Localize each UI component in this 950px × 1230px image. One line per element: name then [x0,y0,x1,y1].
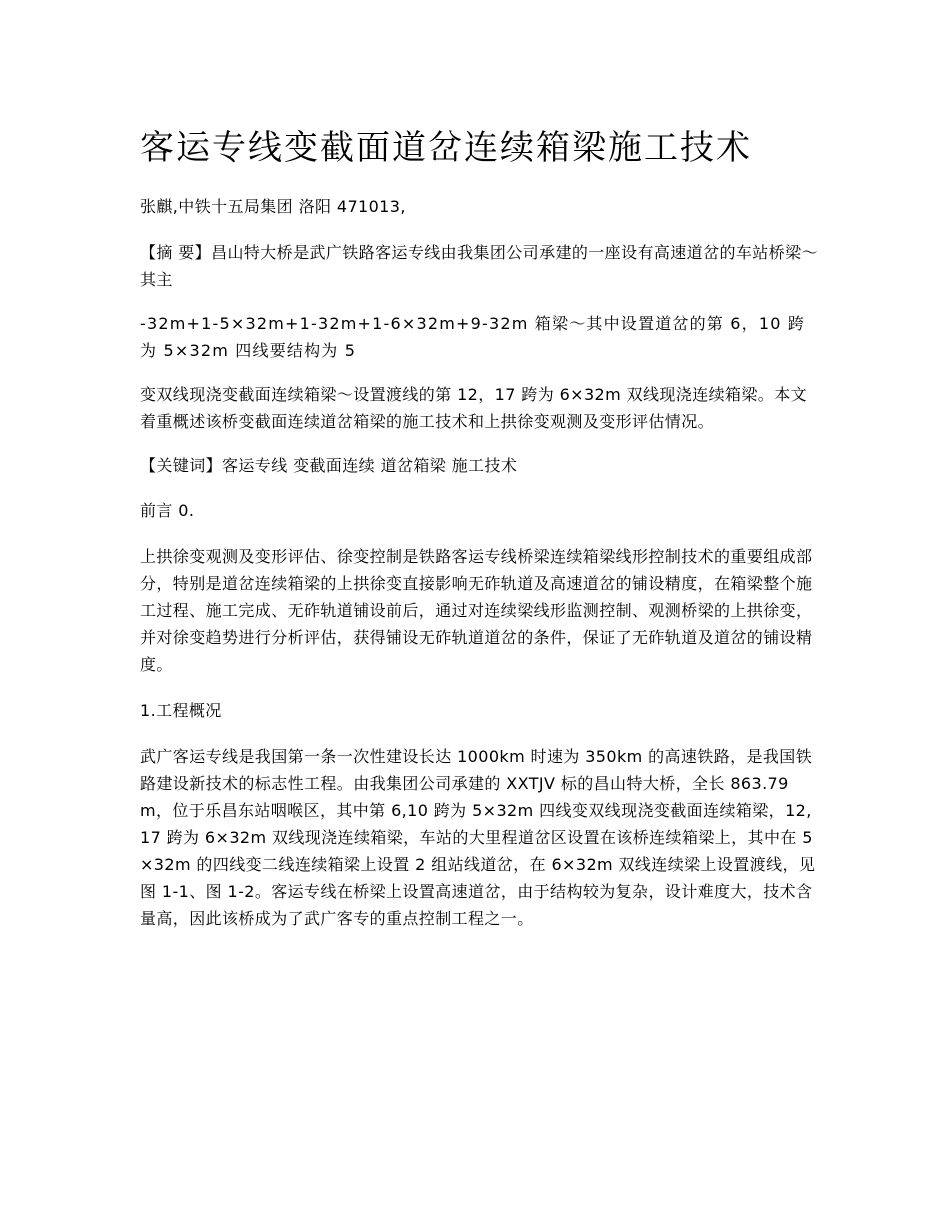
abstract-paragraph: 【摘 要】昌山特大桥是武广铁路客运专线由我集团公司承建的一座设有高速道岔的车站桥梁～其主 [140,243,818,289]
abstract-structure-formula: -32m+1-5×32m+1-32m+1-6×32m+9-32m 箱梁～其中设置道岔的第 6，10 跨为 5×32m 四线要结构为 5 [140,314,806,360]
keywords-line: 【关键词】客运专线 变截面连续 道岔箱梁 施工技术 [140,456,518,475]
document-title: 客运专线变截面道岔连续箱梁施工技术 [140,128,752,168]
section-heading-project-overview: 1.工程概况 [140,701,222,720]
project-overview-paragraph: 武广客运专线是我国第一条一次性建设长达 1000km 时速为 350km 的高速铁路，是我国铁路建设新技术的标志性工程。由我集团公司承建的 XXTJV 标的昌山特大桥，全长 863.79m，位于乐昌东站咽喉区，其中第 6,10 跨为 5×32m 四线变双线现浇变截面连续箱梁，12,17 跨为 6×32m 双线现浇连续箱梁，车站的大里程道岔区设置在该桥连续箱梁上，其中在 5×32m 的四线变二线连续箱梁上设置 2 组站线道岔，在 6×32m 双线连续梁上设置渡线，见图 1-1、图 1-2。客运专线在桥梁上设置高速道岔，由于结构较为复杂，设计难度大，技术含量高，因此该桥成为了武广客专的重点控制工程之一。 [140,747,816,928]
preface-paragraph: 上拱徐变观测及变形评估、徐变控制是铁路客运专线桥梁连续箱梁线形控制技术的重要组成部分，特别是道岔连续箱梁的上拱徐变直接影响无砟轨道及高速道岔的铺设精度，在箱梁整个施工过程、施工完成、无砟轨道铺设前后，通过对连续梁线形监测控制、观测桥梁的上拱徐变，并对徐变趋势进行分析评估，获得铺设无砟轨道道岔的条件，保证了无砟轨道及道岔的铺设精度。 [140,547,813,674]
preface-heading: 前言 0. [140,501,195,520]
abstract-continuation: 变双线现浇变截面连续箱梁～设置渡线的第 12，17 跨为 6×32m 双线现浇连续箱梁。本文着重概述该桥变截面连续道岔箱梁的施工技术和上拱徐变观测及变形评估情况。 [140,385,807,431]
author-affiliation: 张麒,中铁十五局集团 洛阳 471013, [140,197,406,216]
